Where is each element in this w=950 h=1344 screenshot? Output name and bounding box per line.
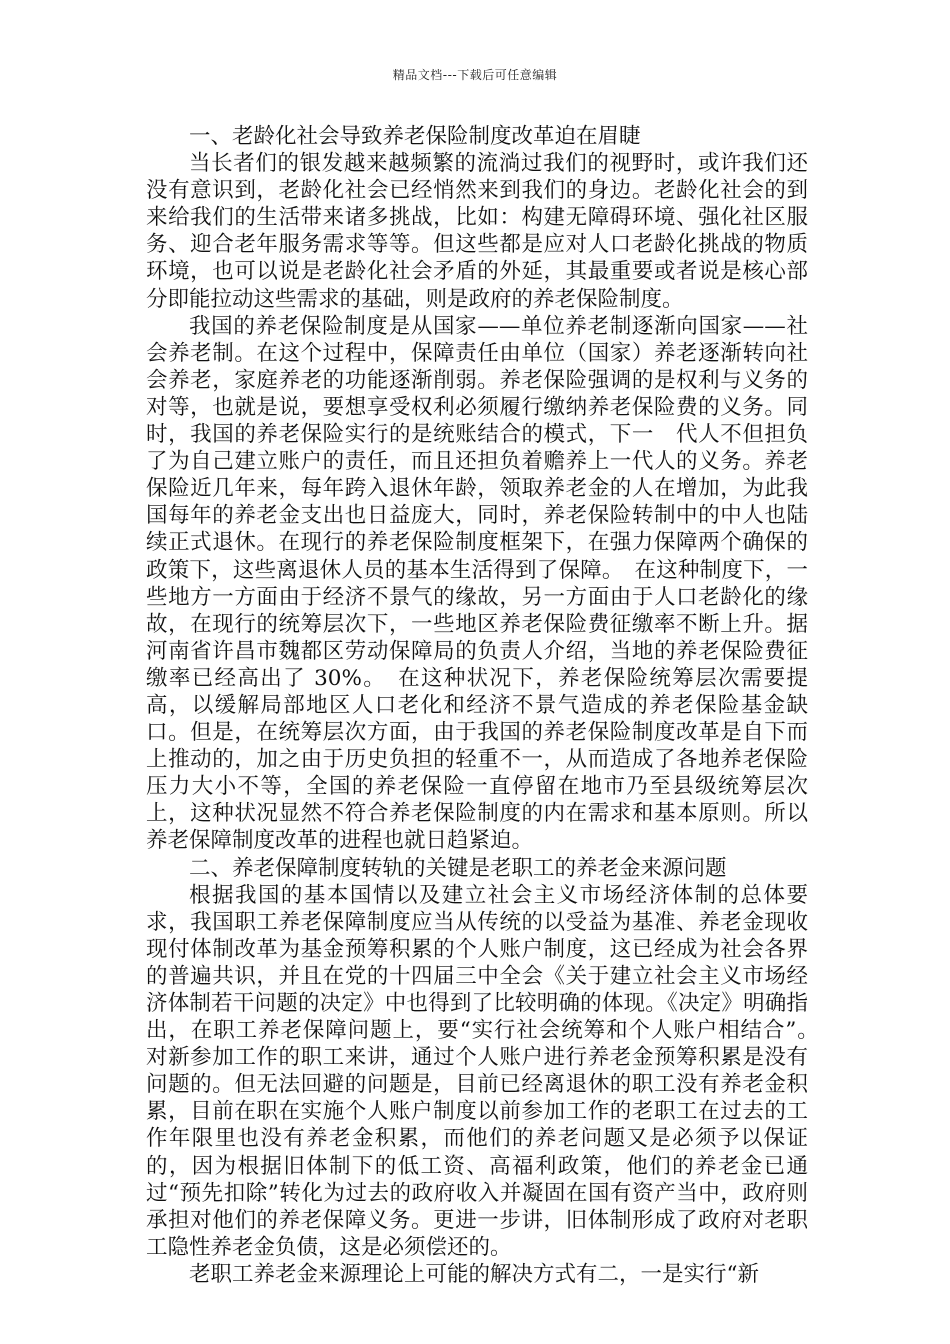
header-note: 精品文档---下载后可任意编辑	[392, 68, 558, 82]
paragraph-4: 老职工养老金来源理论上可能的解决方式有二，一是实行“新	[189, 1261, 759, 1287]
section-heading-1: 一、老龄化社会导致养老保险制度改革迫在眉睫	[189, 124, 641, 149]
document-body	[146, 123, 830, 1288]
paragraph-2: 我国的养老保险制度是从国家——单位养老制逐渐向国家——社会养老制。在这个过程中，保障责任由单位（国家）养老逐渐转向社会养老，家庭养老的功能逐渐削弱。养老保险强调的是权利与义务的对等，也就是说，要想享受权利必须履行缴纳养老保险费的义务。同时，我国的养老保险实行的是统账结合的模式，下一 代人不但担负了为自己建立账户的责任，而且还担负着赡养上一代人的义务。养老保险近几年来，每年跨入退休年龄，领取养老金的人在增加，为此我国每年的养老金支出也日益庞大，同时，养老保险转制中的中人也陆续正式退休。在现行的养老保险制度框架下，在强力保障两个确保的政策下，这些离退休人员的基本生活得到了保障。 在这种制度下，一些地方一方面由于经济不景气的缘故，另一方面由于人口老龄化的缘故，在现行的统筹层次下，一些地区养老保险费征缴率不断上升。据河南省许昌市魏都区劳动保障局的负责人介绍，当地的养老保险费征缴率已经高出了 30%。 在这种状况下，养老保险统筹层次需要提高，以缓解局部地区人口老化和经济不景气造成的养老保险基金缺口。但是，在统筹层次方面，由于我国的养老保险制度改革是自下而上推动的，加之由于历史负担的轻重不一，从而造成了各地养老保险压力大小不等，全国的养老保险一直停留在地市乃至县级统筹层次上，这种状况显然不符合养老保险制度的内在需求和基本原则。所以养老保障制度改革的进程也就日趋紧迫。	[146, 313, 808, 854]
paragraph-3: 根据我国的基本国情以及建立社会主义市场经济体制的总体要求，我国职工养老保障制度应当从传统的以受益为基准、养老金现收现付体制改革为基金预筹积累的个人账户制度，这已经成为社会各界的普遍共识，并且在党的十四届三中全会《关于建立社会主义市场经济体制若干问题的决定》中也得到了比较明确的体现。《决定》明确指出，在职工养老保障问题上，要“实行社会统筹和个人账户相结合”。 对新参加工作的职工来讲，通过个人账户进行养老金预筹积累是没有问题的。但无法回避的问题是，目前已经离退休的职工没有养老金积累，目前在职在实施个人账户制度以前参加工作的老职工在过去的工作年限里也没有养老金积累，而他们的养老问题又是必须予以保证的，因为根据旧体制下的低工资、高福利政策，他们的养老金已通过“预先扣除”转化为过去的政府收入并凝固在国有资产当中，政府则承担对他们的养老保障义务。更进一步讲，旧体制形成了政府对老职工隐性养老金负债，这是必须偿还的。	[146, 882, 830, 1260]
paragraph-1: 当长者们的银发越来越频繁的流淌过我们的视野时，或许我们还没有意识到，老龄化社会已经悄然来到我们的身边。老龄化社会的到来给我们的生活带来诸多挑战，比如：构建无障碍环境、强化社区服务、迎合老年服务需求等等。但这些都是应对人口老龄化挑战的物质环境，也可以说是老龄化社会矛盾的外延，其最重要或者说是核心部分即能拉动这些需求的基础，则是政府的养老保险制度。	[146, 151, 808, 312]
section-heading-2: 二、养老保障制度转轨的关键是老职工的养老金来源问题	[189, 855, 727, 881]
